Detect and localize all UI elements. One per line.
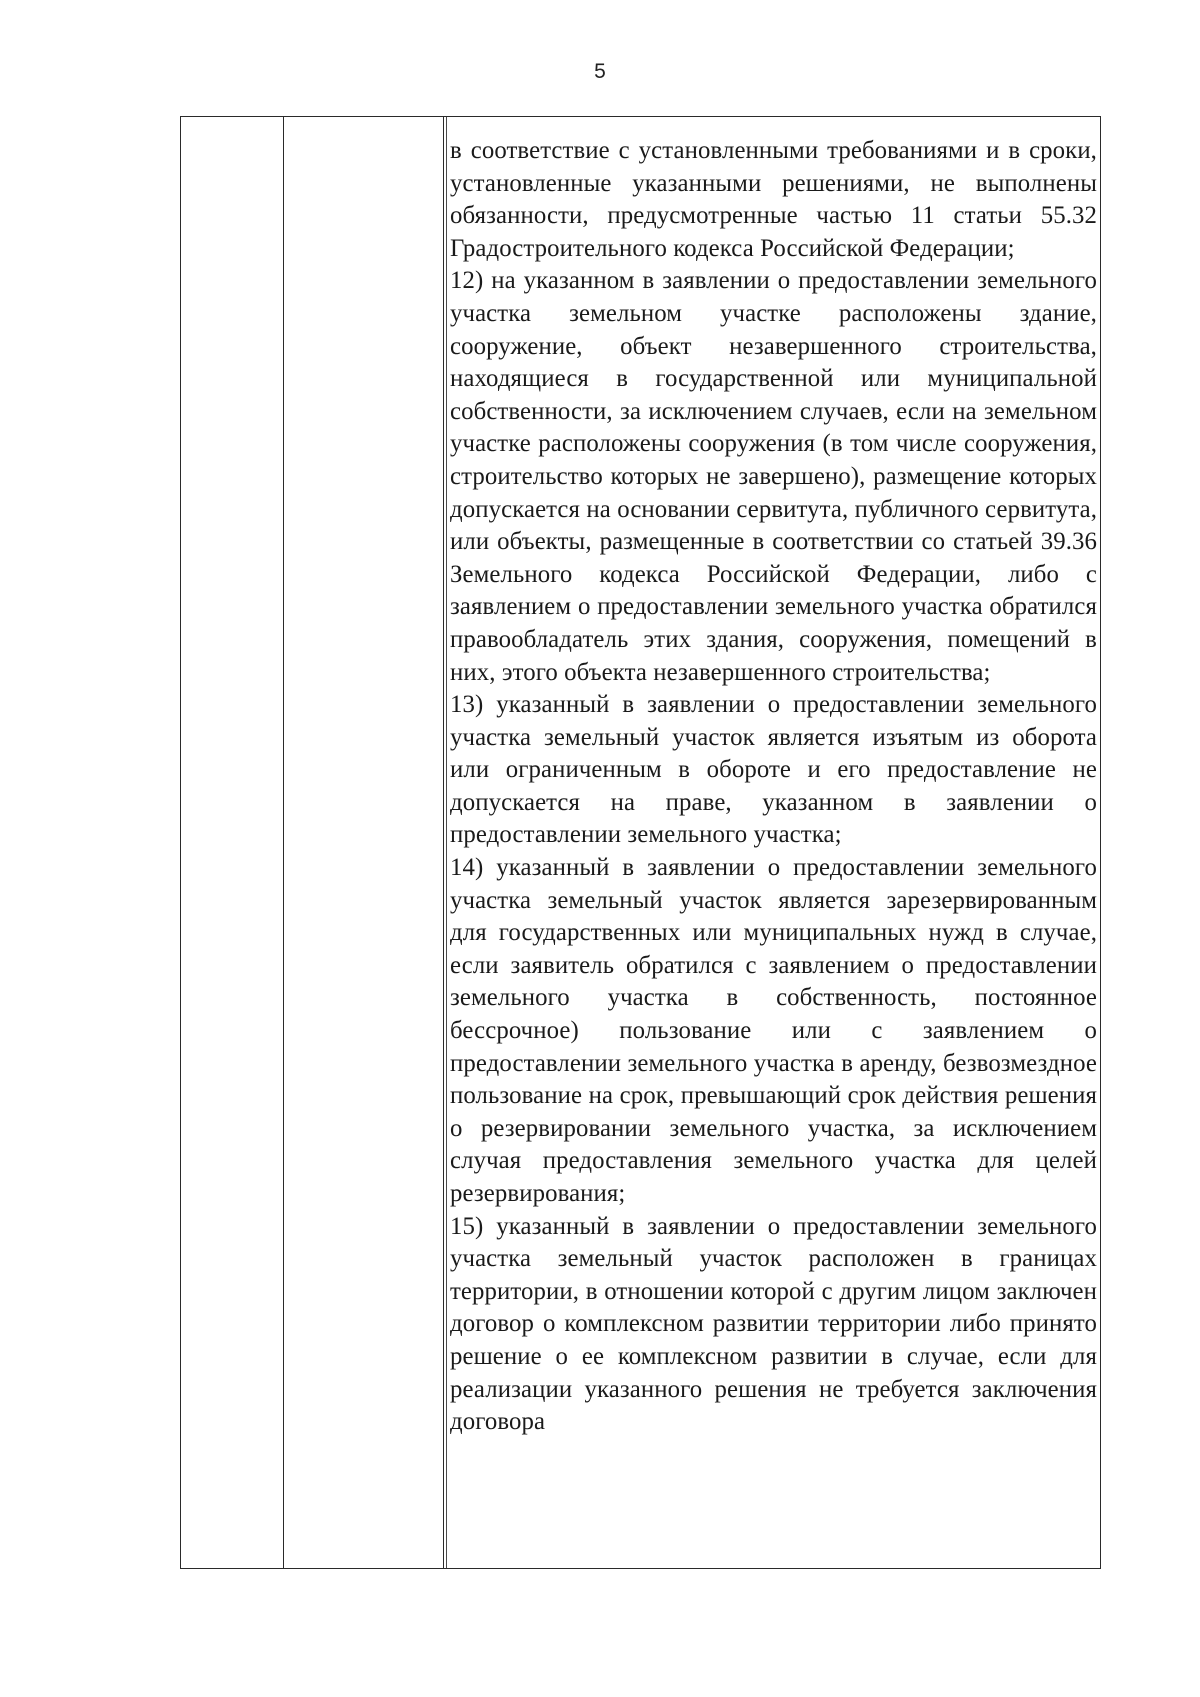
- column-divider-2-shadow: [446, 117, 447, 1568]
- column-divider-2: [443, 117, 444, 1568]
- column-divider-1: [283, 117, 284, 1568]
- paragraph-item-13: 13) указанный в заявлении о предоставлении земельного участка земельный участок является изъятым из оборота или ограниченным в обороте и его предоставление не допускается на праве, указанном в заявлении о предоставлении земельного участка;: [450, 691, 1097, 849]
- document-table: [180, 116, 1101, 1569]
- page-number: 5: [594, 60, 606, 83]
- paragraph-continuation: в соответствие с установленными требованиями и в сроки, установленные указанными решениями, не выполнены обязанности, предусмотренные частью 11 статьи 55.32 Градостроительного кодекса Российской Федерации;: [450, 137, 1097, 262]
- paragraph-item-12: 12) на указанном в заявлении о предоставлении земельного участка земельном участке расположены здание, сооружение, объект незавершенного строительства, находящиеся в государственной или муниципальной собственности, за исключением случаев, если на земельном участке расположены сооружения (в том числе сооружения, строительство которых не завершено), размещение которых допускается на основании сервитута, публичного сервитута, или объекты, размещенные в соответствии со статьей 39.36 Земельного кодекса Российской Федерации, либо с заявлением о предоставлении земельного участка обратился правообладатель этих здания, сооружения, помещений в них, этого объекта незавершенного строительства;: [450, 267, 1097, 686]
- paragraph-item-15: 15) указанный в заявлении о предоставлении земельного участка земельный участок расположен в границах территории, в отношении которой с другим лицом заключен договор о комплексном развитии территории либо принято решение о ее комплексном развитии в случае, если для реализации указанного решения не требуется заключения договора: [450, 1212, 1097, 1436]
- table-text-cell: [450, 135, 1097, 1439]
- paragraph-item-14: 14) указанный в заявлении о предоставлении земельного участка земельный участок является зарезервированным для государственных или муниципальных нужд в случае, если заявитель обратился с заявлением о предоставлении земельного участка в собственность, постоянное бессрочное) пользование или с заявлением о предоставлении земельного участка в аренду, безвозмездное пользование на срок, превышающий срок действия решения о резервировании земельного участка, за исключением случая предоставления земельного участка для целей резервирования;: [450, 854, 1097, 1207]
